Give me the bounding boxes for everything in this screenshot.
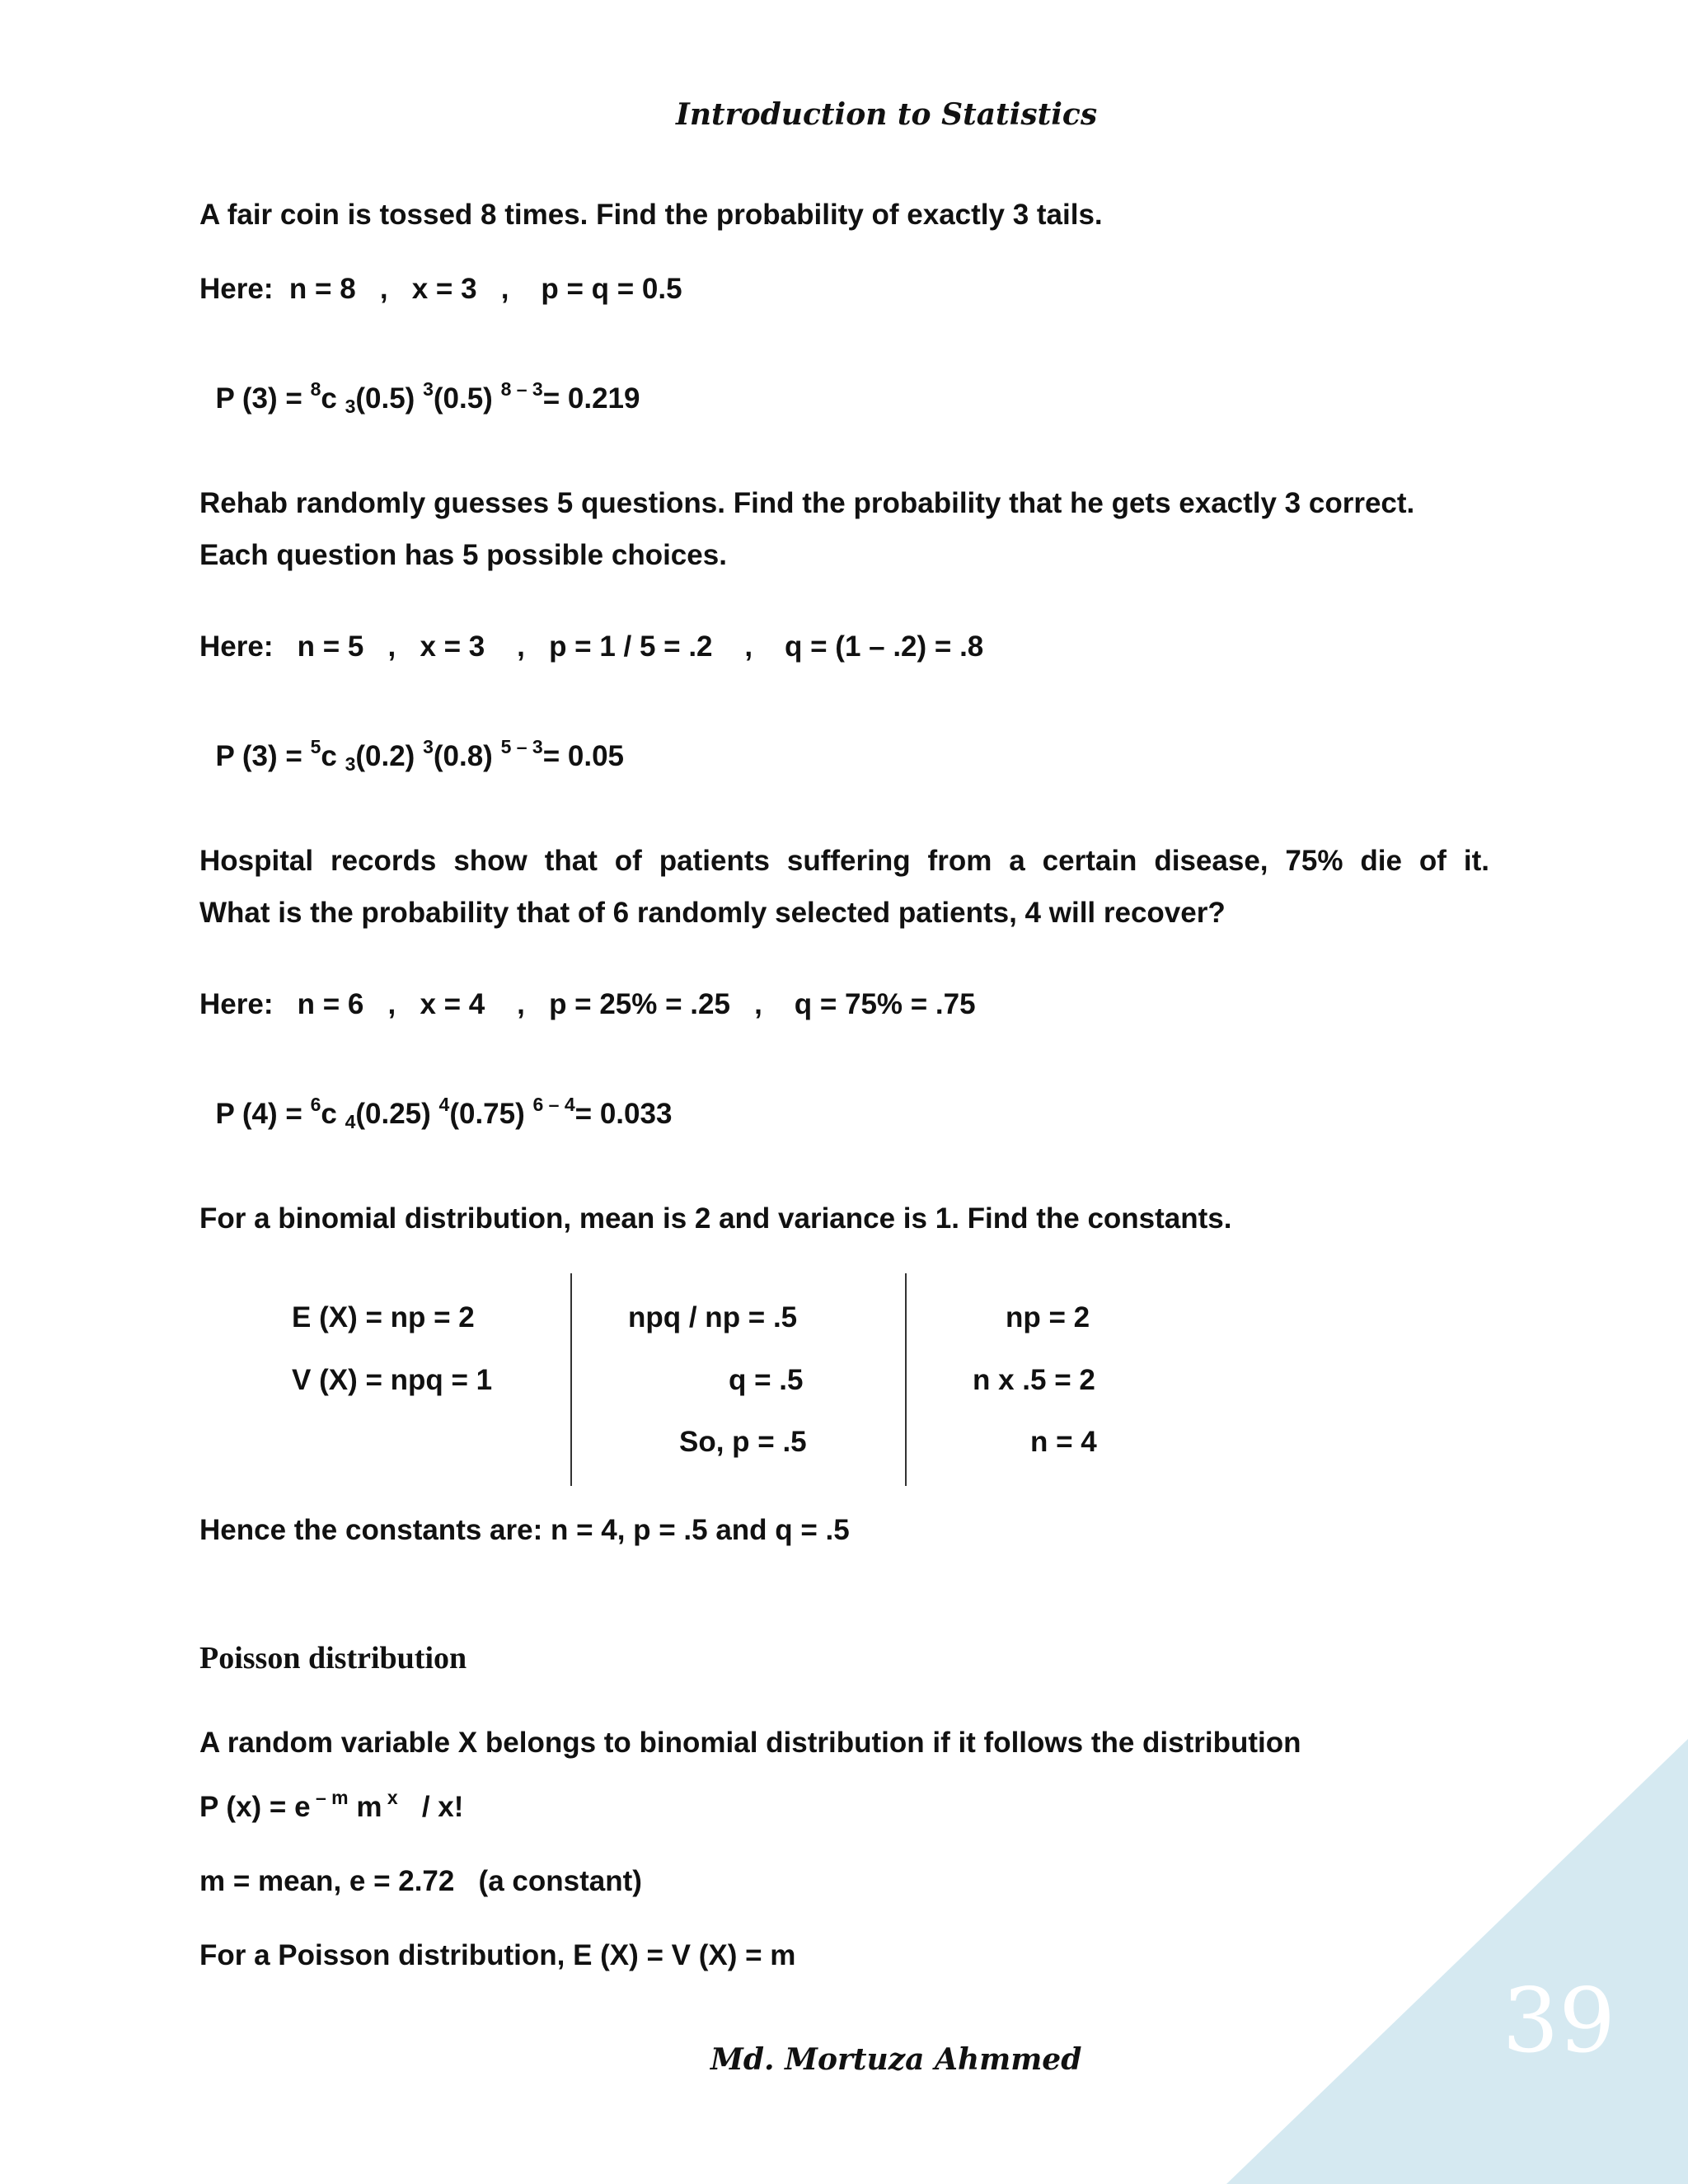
ex2-c: c [321, 740, 337, 772]
ex4-col3-line3: n = 4 [1030, 1426, 1097, 1458]
page-number: 39 [1502, 1970, 1615, 2073]
ex2-factor1: (0.2) [355, 740, 415, 772]
ex1-exp1: 3 [423, 378, 434, 400]
ex1-question: A fair coin is tossed 8 times. Find the probability of exactly 3 tails. [199, 199, 1103, 231]
ex1-c: c [321, 382, 337, 415]
ex2-result: = 0.05 [542, 740, 625, 772]
ex3-given-values: Here: n = 6 , x = 4 , p = 25% = .25 , q = 75% = .75 [199, 988, 976, 1020]
ex4-col3-line2: n x .5 = 2 [973, 1364, 1095, 1396]
ex3-factor1: (0.25) [355, 1098, 431, 1130]
running-header: Introduction to Statistics [676, 97, 1098, 132]
poisson-definition: A random variable X belongs to binomial distribution if it follows the distribution [199, 1727, 1301, 1759]
poisson-formula-rest: / x! [397, 1791, 464, 1823]
ex2-probability-formula [199, 705, 624, 774]
ex3-x: 4 [345, 1111, 356, 1132]
ex4-col1-line2: V (X) = npq = 1 [292, 1364, 493, 1396]
ex2-question-line2: Each question has 5 possible choices. [199, 539, 727, 571]
ex4-col3-line1: np = 2 [1006, 1301, 1090, 1333]
ex2-given-values: Here: n = 5 , x = 3 , p = 1 / 5 = .2 , q = (1 – .2) = .8 [199, 630, 984, 663]
ex3-question-line2: What is the probability that of 6 randomly selected patients, 4 will recover? [199, 897, 1226, 929]
ex4-col2-line1: npq / np = .5 [628, 1301, 798, 1333]
ex4-divider-1 [570, 1273, 572, 1486]
ex2-n: 5 [310, 736, 321, 757]
poisson-formula-m: m [348, 1791, 382, 1823]
page-corner-decoration [1226, 1739, 1688, 2184]
ex1-given-values: Here: n = 8 , x = 3 , p = q = 0.5 [199, 273, 682, 305]
ex4-col1-line1: E (X) = np = 2 [292, 1301, 475, 1333]
poisson-formula-exp1: – m [310, 1787, 349, 1808]
poisson-formula-lhs: P (x) = e [199, 1791, 311, 1823]
poisson-property: For a Poisson distribution, E (X) = V (X) = m [199, 1939, 796, 1971]
ex4-col2-line3: So, p = .5 [679, 1426, 807, 1458]
ex2-question-line1: Rehab randomly guesses 5 questions. Find the probability that he gets exactly 3 correct. [199, 487, 1415, 519]
ex3-probability-formula [199, 1062, 672, 1132]
ex4-question: For a binomial distribution, mean is 2 and variance is 1. Find the constants. [199, 1202, 1232, 1235]
ex4-col2-line2: q = .5 [729, 1364, 804, 1396]
ex3-n: 6 [310, 1094, 321, 1115]
ex3-question-line1: Hospital records show that of patients suffering from a certain disease, 75% die of it. [199, 845, 1489, 877]
poisson-constants: m = mean, e = 2.72 (a constant) [199, 1865, 642, 1897]
ex2-exp2: 5 – 3 [500, 736, 543, 757]
ex1-exp2: 8 – 3 [500, 378, 543, 400]
ex1-factor2: (0.5) [433, 382, 493, 415]
ex2-factor2: (0.8) [433, 740, 493, 772]
ex1-x: 3 [345, 396, 356, 417]
ex3-result: = 0.033 [574, 1098, 673, 1130]
ex4-conclusion: Hence the constants are: n = 4, p = .5 and q = .5 [199, 1514, 850, 1546]
ex1-lhs: P (3) = [215, 382, 311, 415]
ex2-exp1: 3 [423, 736, 434, 757]
ex2-lhs: P (3) = [215, 740, 311, 772]
ex3-exp1: 4 [438, 1094, 450, 1115]
ex3-c: c [321, 1098, 337, 1130]
poisson-heading: Poisson distribution [199, 1641, 467, 1675]
ex2-x: 3 [345, 753, 356, 775]
running-footer: Md. Mortuza Ahmmed [710, 2042, 1082, 2077]
ex3-lhs: P (4) = [215, 1098, 311, 1130]
ex1-probability-formula [199, 347, 640, 416]
poisson-formula [199, 1787, 464, 1825]
ex1-result: = 0.219 [542, 382, 640, 415]
ex3-exp2: 6 – 4 [532, 1094, 575, 1115]
ex3-factor2: (0.75) [449, 1098, 525, 1130]
ex1-n: 8 [310, 378, 321, 400]
poisson-formula-exp2: x [382, 1787, 398, 1808]
ex1-factor1: (0.5) [355, 382, 415, 415]
ex4-divider-2 [905, 1273, 907, 1486]
